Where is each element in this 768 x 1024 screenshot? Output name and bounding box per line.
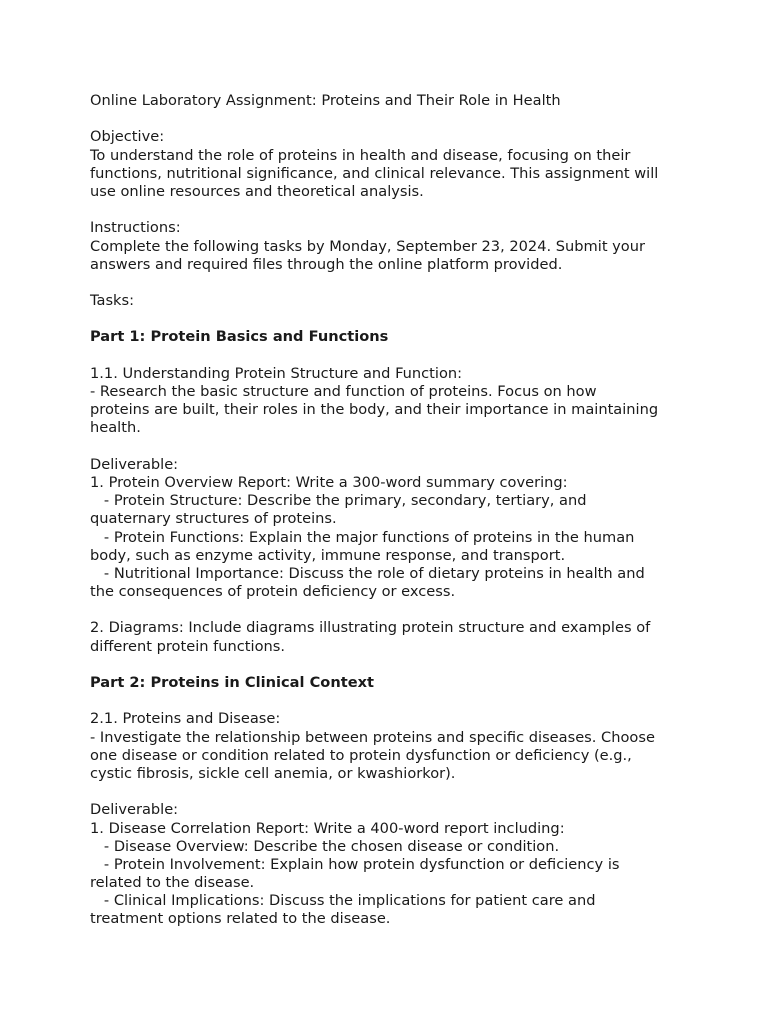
spacer — [90, 201, 690, 219]
part1-diagram-line: different protein functions. — [90, 637, 285, 655]
part1-deliverable-line: quaternary structures of proteins. — [90, 510, 337, 528]
part1-heading: Part 1: Protein Basics and Functions — [90, 328, 389, 346]
instructions-text-line: answers and required files through the online platform provided. — [90, 255, 563, 273]
spacer — [90, 692, 690, 710]
part2-heading: Part 2: Proteins in Clinical Context — [90, 674, 374, 691]
part2-investigate-line: - Investigate the relationship between proteins and specific diseases. Choose — [90, 728, 655, 746]
part1-subheading: 1.1. Understanding Protein Structure and Function: — [90, 364, 463, 382]
part1-deliverable-line: body, such as enzyme activity, immune response, and transport. — [90, 546, 566, 564]
spacer — [90, 310, 690, 328]
part1-deliverable-line: - Protein Functions: Explain the major functions of proteins in the human — [90, 528, 635, 546]
part2-deliverable-line: - Disease Overview: Describe the chosen disease or condition. — [90, 837, 560, 855]
part1-deliverable-line: 1. Protein Overview Report: Write a 300-word summary covering: — [90, 473, 568, 491]
part2-deliverable-line: 1. Disease Correlation Report: Write a 400-word report including: — [90, 819, 565, 837]
part2-deliverable-line: related to the disease. — [90, 874, 255, 892]
spacer — [90, 347, 690, 365]
spacer — [90, 110, 690, 128]
spacer — [90, 274, 690, 292]
spacer — [90, 656, 690, 674]
part1-research-line: health. — [90, 419, 141, 437]
instructions-text-line: Complete the following tasks by Monday, September 23, 2024. Submit your — [90, 237, 645, 255]
document-title: Online Laboratory Assignment: Proteins and Their Role in Health — [90, 92, 561, 109]
part2-deliverable-heading: Deliverable: — [90, 801, 179, 819]
part1-research-line: proteins are built, their roles in the body, and their importance in maintaining — [90, 401, 659, 419]
part2-investigate-line: cystic fibrosis, sickle cell anemia, or kwashiorkor). — [90, 764, 456, 782]
part2-subheading: 2.1. Proteins and Disease: — [90, 710, 281, 728]
spacer — [90, 783, 690, 801]
objective-text-line: use online resources and theoretical analysis. — [90, 182, 424, 200]
tasks-heading: Tasks: — [90, 292, 135, 310]
instructions-heading: Instructions: — [90, 219, 181, 237]
assignment-document — [90, 92, 690, 929]
objective-text-line: To understand the role of proteins in health and disease, focusing on their — [90, 146, 631, 164]
spacer — [90, 438, 690, 456]
part1-deliverable-heading: Deliverable: — [90, 455, 179, 473]
part1-deliverable-line: the consequences of protein deficiency or excess. — [90, 583, 456, 601]
part2-investigate-line: one disease or condition related to protein dysfunction or deficiency (e.g., — [90, 746, 632, 764]
part1-deliverable-line: - Nutritional Importance: Discuss the role of dietary proteins in health and — [90, 564, 645, 582]
part1-diagram-line: 2. Diagrams: Include diagrams illustrating protein structure and examples of — [90, 619, 651, 637]
objective-heading: Objective: — [90, 128, 165, 146]
part2-deliverable-line: - Protein Involvement: Explain how protein dysfunction or deficiency is — [90, 855, 620, 873]
part1-research-line: - Research the basic structure and function of proteins. Focus on how — [90, 383, 597, 400]
spacer — [90, 601, 690, 619]
part1-deliverable-line: - Protein Structure: Describe the primary, secondary, tertiary, and — [90, 492, 587, 510]
objective-text-line: functions, nutritional significance, and clinical relevance. This assignment will — [90, 164, 659, 182]
part2-deliverable-line: treatment options related to the disease. — [90, 910, 391, 928]
part2-deliverable-line: - Clinical Implications: Discuss the implications for patient care and — [90, 892, 596, 910]
